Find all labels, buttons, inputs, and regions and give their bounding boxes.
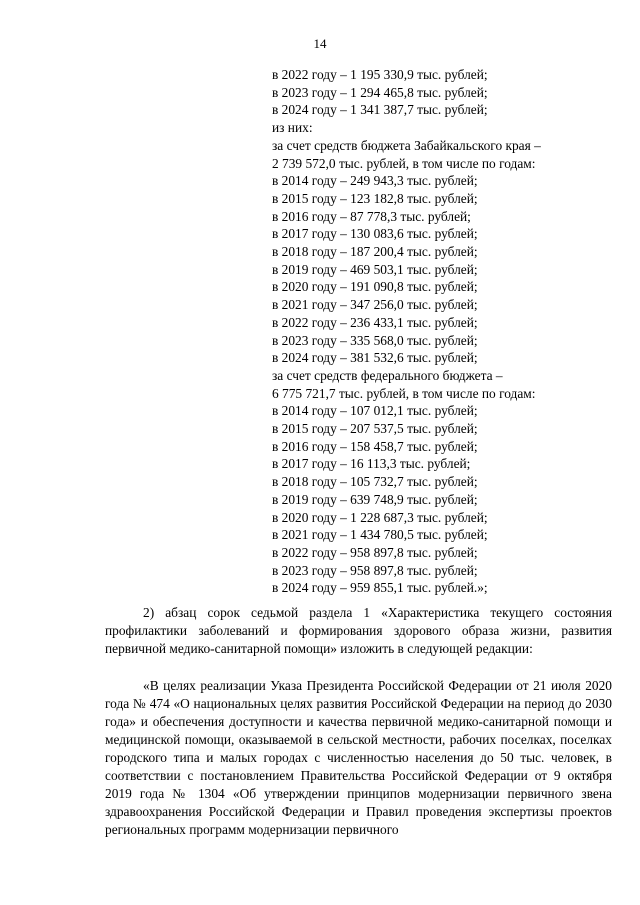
budget-list xyxy=(272,66,612,597)
budget-line-1: в 2023 году – 1 294 465,8 тыс. рублей; xyxy=(272,84,488,100)
budget-line-20: в 2015 году – 207 537,5 тыс. рублей; xyxy=(272,421,478,437)
budget-line-28: в 2023 году – 958 897,8 тыс. рублей; xyxy=(272,562,478,578)
amendment-item-2-paragraph: 2) абзац сорок седьмой раздела 1 «Характеристика текущего состояния профилактики заболеваний и формирования здорового образа жизни, развития первичной медико-санитарной помощи» изложить в следующей редакции: xyxy=(105,605,612,657)
budget-line-10: в 2018 году – 187 200,4 тыс. рублей; xyxy=(272,244,478,260)
budget-line-23: в 2018 году – 105 732,7 тыс. рублей; xyxy=(272,474,478,490)
budget-line-2: в 2024 году – 1 341 387,7 тыс. рублей; xyxy=(272,102,488,118)
budget-line-24: в 2019 году – 639 748,9 тыс. рублей; xyxy=(272,491,478,507)
quoted-new-text-paragraph: «В целях реализации Указа Президента Российской Федерации от 21 июля 2020 года № 474 «О национальных целях развития Российской Федерации на период до 2030 года» и обеспечения доступности и качества первичной медико-санитарной помощи и медицинской помощи, оказываемой в сельской местности, рабочих поселках, поселках городского типа и малых городах с численностью населения до 50 тыс. человек, в соответствии с постановлением Правительства Российской Федерации от 9 октября 2019 года № 1304 «Об утверждении принципов модернизации первичного звена здравоохранения Российской Федерации и Правил проведения экспертизы проектов региональных программ модернизации первичного xyxy=(105,678,612,837)
budget-line-6: в 2014 году – 249 943,3 тыс. рублей; xyxy=(272,173,478,189)
budget-line-18: 6 775 721,7 тыс. рублей, в том числе по годам: xyxy=(272,385,536,401)
budget-line-27: в 2022 году – 958 897,8 тыс. рублей; xyxy=(272,544,478,560)
budget-line-4: за счет средств бюджета Забайкальского края – xyxy=(272,137,541,153)
budget-line-21: в 2016 году – 158 458,7 тыс. рублей; xyxy=(272,438,478,454)
budget-line-19: в 2014 году – 107 012,1 тыс. рублей; xyxy=(272,403,478,419)
budget-line-14: в 2022 году – 236 433,1 тыс. рублей; xyxy=(272,314,478,330)
budget-line-29: в 2024 году – 959 855,1 тыс. рублей.»; xyxy=(272,580,488,596)
page-number: 14 xyxy=(313,36,327,51)
budget-line-13: в 2021 году – 347 256,0 тыс. рублей; xyxy=(272,297,478,313)
budget-line-25: в 2020 году – 1 228 687,3 тыс. рублей; xyxy=(272,509,488,525)
budget-line-22: в 2017 году – 16 113,3 тыс. рублей; xyxy=(272,456,471,472)
budget-line-15: в 2023 году – 335 568,0 тыс. рублей; xyxy=(272,332,478,348)
budget-line-0: в 2022 году – 1 195 330,9 тыс. рублей; xyxy=(272,67,488,82)
budget-line-3: из них: xyxy=(272,120,313,136)
budget-line-12: в 2020 году – 191 090,8 тыс. рублей; xyxy=(272,279,478,295)
budget-line-8: в 2016 году – 87 778,3 тыс. рублей; xyxy=(272,208,471,224)
budget-line-7: в 2015 году – 123 182,8 тыс. рублей; xyxy=(272,190,478,206)
budget-line-16: в 2024 году – 381 532,6 тыс. рублей; xyxy=(272,350,478,366)
budget-line-11: в 2019 году – 469 503,1 тыс. рублей; xyxy=(272,261,478,277)
budget-line-17: за счет средств федерального бюджета – xyxy=(272,367,503,383)
budget-line-26: в 2021 году – 1 434 780,5 тыс. рублей; xyxy=(272,527,488,543)
budget-line-9: в 2017 году – 130 083,6 тыс. рублей; xyxy=(272,226,478,242)
budget-line-5: 2 739 572,0 тыс. рублей, в том числе по годам: xyxy=(272,155,536,171)
